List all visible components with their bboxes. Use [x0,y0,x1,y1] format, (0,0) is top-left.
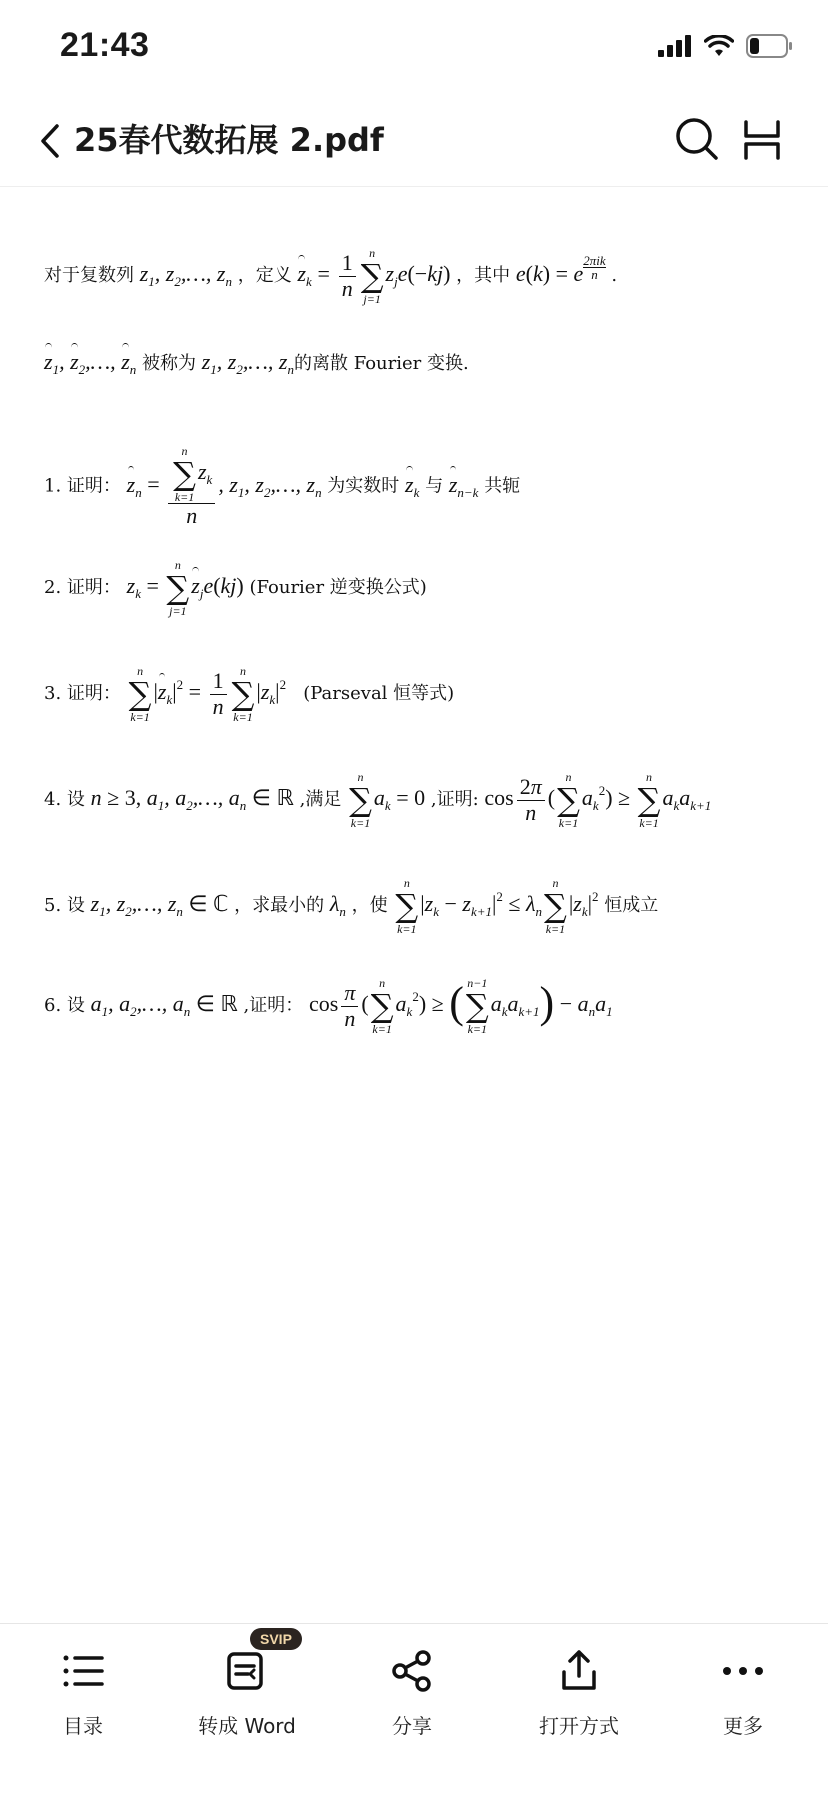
problem-1-mid: 为实数时 [327,475,400,497]
back-button[interactable] [30,118,70,164]
cellular-signal-icon [658,35,692,57]
text-where: ，其中 [456,265,511,286]
search-button[interactable] [672,114,722,164]
nav-bar [0,96,828,187]
problem-3: 3. 证明： n ∑ k=1 $|z_k|^2$ = $\frac{1}{n}$ n ∑ k=1 $|z_k|^2$ (Parseval 恒等式) [44,664,455,724]
toolbar-contents-button[interactable] [8,1634,158,1754]
status-icons [658,34,794,58]
problem-4-satisfy: ,满足 [299,789,342,810]
text-called: 被称为 [141,353,196,374]
toolbar-convert-word-label: 转成 Word [198,1714,296,1738]
bottom-toolbar [0,1623,828,1793]
text-define: ，定义 [237,265,292,286]
problem-2: 2. 证明： $z_k$ = n ∑ j=1 $z_je(kj)$ (Fourier 逆变换公式) [44,558,427,618]
definition-paragraph: 对于复数列 $z_1$, $z_2,\dots$, $z_n$ ，定义 $z_k$ = $\frac{1}{n}$ n ∑ j=1 $z_je(-kj)$ ，其中 e(k) = e 2πik n . [44,246,618,306]
problem-4-prove: ,证明: [430,789,479,810]
toolbar-more-label: 更多 [723,1714,763,1738]
document-title: 25春代数拓展 2.pdf [74,121,384,159]
problem-5-make: ，使 [351,895,388,916]
problem-5-hold: 恒成立 [604,895,659,916]
problem-3-number: 3. 证明： [44,683,121,704]
text-end: . [611,265,618,286]
page-layout-button[interactable] [740,116,784,164]
problem-1-conj: 共轭 [484,475,521,497]
problem-6: 6. 设 $a_1$, $a_2,\dots$, $a_n$ ∈ ℝ ,证明： cos $\frac{\pi}{n}$ ( n ∑ k=1 $a_k^2$) ≥ ( n−1 ∑ k=1 $a_ka_{k+1}) - a_na_1$ [44,976,613,1036]
battery-icon [746,34,794,58]
open-with-icon [554,1646,604,1696]
problem-1-with: 与 [425,475,444,497]
problem-5-find: ，求最小的 [234,895,325,916]
toolbar-contents-label: 目录 [63,1714,103,1738]
text-dft: 的离散 Fourier 变换. [293,353,469,374]
page-layout-icon [740,116,784,164]
wifi-icon [704,35,734,57]
fraction-sum-over-n: n ∑ k=1 $z_k$ n [168,445,215,528]
status-bar [0,0,828,96]
pdf-page[interactable] [0,187,828,1622]
problem-1: 1. 证明： $z_n$ = n ∑ k=1 $z_k$ n , $z_1$, $z_2,\dots$, $z_n$ 为实数时 $z_k$ 与 $z_{n-k}$ 共轭 [44,444,521,528]
problem-2-number: 2. 证明： [44,577,121,598]
list-icon [58,1646,108,1696]
problem-4-number: 4. 设 [44,789,85,810]
text-intro: 对于复数列 [44,265,134,286]
problem-6-number: 6. 设 [44,995,85,1016]
problem-5-number: 5. 设 [44,895,85,916]
toolbar-more-button[interactable] [668,1634,818,1754]
status-time: 21:43 [60,26,150,64]
problem-6-prove: ,证明： [243,995,304,1016]
problem-3-note: (Parseval 恒等式) [303,683,455,704]
convert-word-icon [222,1646,272,1696]
problem-4: 4. 设 n ≥ 3, $a_1$, $a_2,\dots$, $a_n$ ∈ ℝ ,满足 n ∑ k=1 $a_k = 0$ ,证明: cos $\frac{2\pi}{n}$ ( n ∑ k=1 $a_k^2$) ≥ n ∑ k=1 $a_ka_{k+1}$ [44,770,712,830]
toolbar-open-with-button[interactable] [504,1634,654,1754]
problem-5: 5. 设 $z_1$, $z_2,\dots$, $z_n$ ∈ ℂ ，求最小的 $\lambda_n$ ，使 n ∑ k=1 $|z_k - z_{k+1}|^2 \le \lambda_n$ n ∑ k=1 $|z_k|^2$ 恒成立 [44,876,659,936]
share-icon [387,1646,437,1696]
toolbar-convert-word-button[interactable] [172,1634,322,1754]
dft-paragraph: $z_1$, $z_2,\dots$, $z_n$ 被称为 $z_1$, $z_2,\dots$, $z_n$的离散 Fourier 变换. [44,349,469,377]
chevron-left-icon [38,123,62,159]
sum-symbol: n ∑ j=1 [360,246,384,306]
toolbar-open-with-label: 打开方式 [539,1714,619,1738]
problem-2-note: (Fourier 逆变换公式) [249,577,427,598]
toolbar-share-button[interactable] [337,1634,487,1754]
toolbar-share-label: 分享 [392,1714,432,1738]
problem-1-number: 1. 证明： [44,475,121,497]
more-icon [718,1646,768,1696]
svip-badge: SVIP [250,1628,302,1650]
fraction-1-over-n: $\frac{1}{n}$ [339,251,356,300]
search-icon [672,114,722,164]
